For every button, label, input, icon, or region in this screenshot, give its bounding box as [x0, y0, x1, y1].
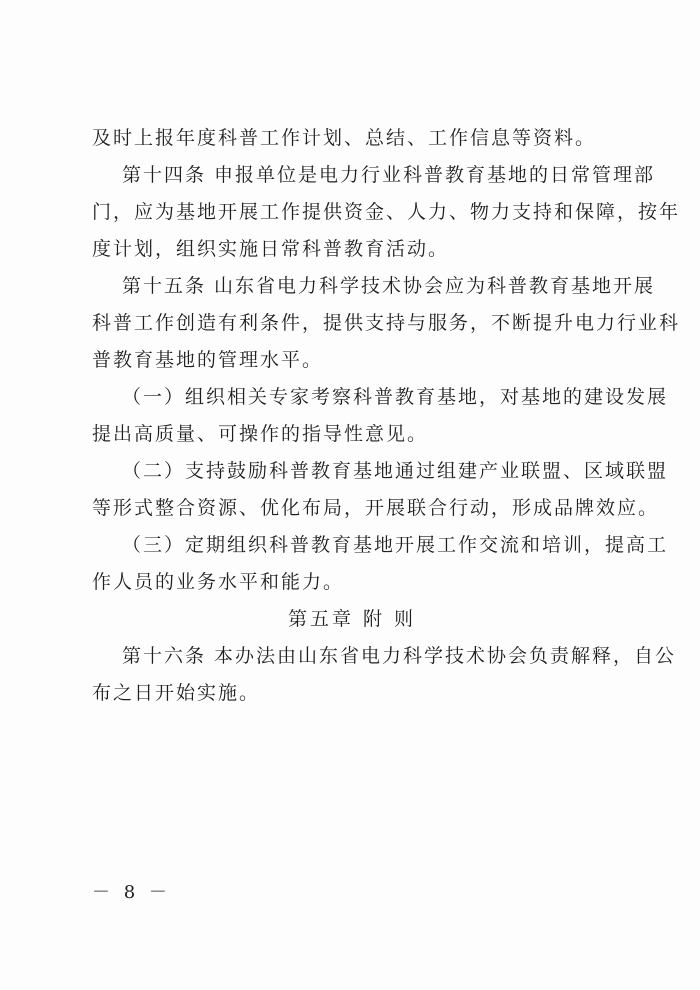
text-line: 及时上报年度科普工作计划、总结、工作信息等资料。 — [92, 127, 597, 149]
text-line: 门，应为基地开展工作提供资金、人力、物力支持和保障，按年 — [92, 201, 681, 223]
text-line: 等形式整合资源、优化布局，开展联合行动，形成品牌效应。 — [92, 497, 660, 519]
document-body — [92, 120, 681, 712]
text-line: 普教育基地的管理水平。 — [92, 349, 324, 371]
text-line: 作人员的业务水平和能力。 — [92, 571, 345, 593]
text-line: 科普工作创造有利条件，提供支持与服务，不断提升电力行业科 — [92, 312, 681, 334]
article-16-line: 第十六条 本办法由山东省电力科学技术协会负责解释，自公 — [122, 645, 677, 667]
article-15-line: 第十五条 山东省电力科学技术协会应为科普教育基地开展 — [122, 275, 656, 297]
text-line: 度计划，组织实施日常科普教育活动。 — [92, 238, 450, 260]
text-line: 提出高质量、可操作的指导性意见。 — [92, 423, 429, 445]
page-number: － 8 － — [92, 882, 171, 903]
item-3-line: （三）定期组织科普教育基地开展工作交流和培训，提高工 — [122, 534, 669, 556]
text-line: 布之日开始实施。 — [92, 682, 261, 704]
item-1-line: （一）组织相关专家考察科普教育基地，对基地的建设发展 — [122, 386, 669, 408]
item-2-line: （二）支持鼓励科普教育基地通过组建产业联盟、区域联盟 — [122, 460, 669, 482]
article-14-line: 第十四条 申报单位是电力行业科普教育基地的日常管理部 — [122, 164, 656, 186]
chapter-heading: 第五章 附 则 — [287, 608, 417, 630]
